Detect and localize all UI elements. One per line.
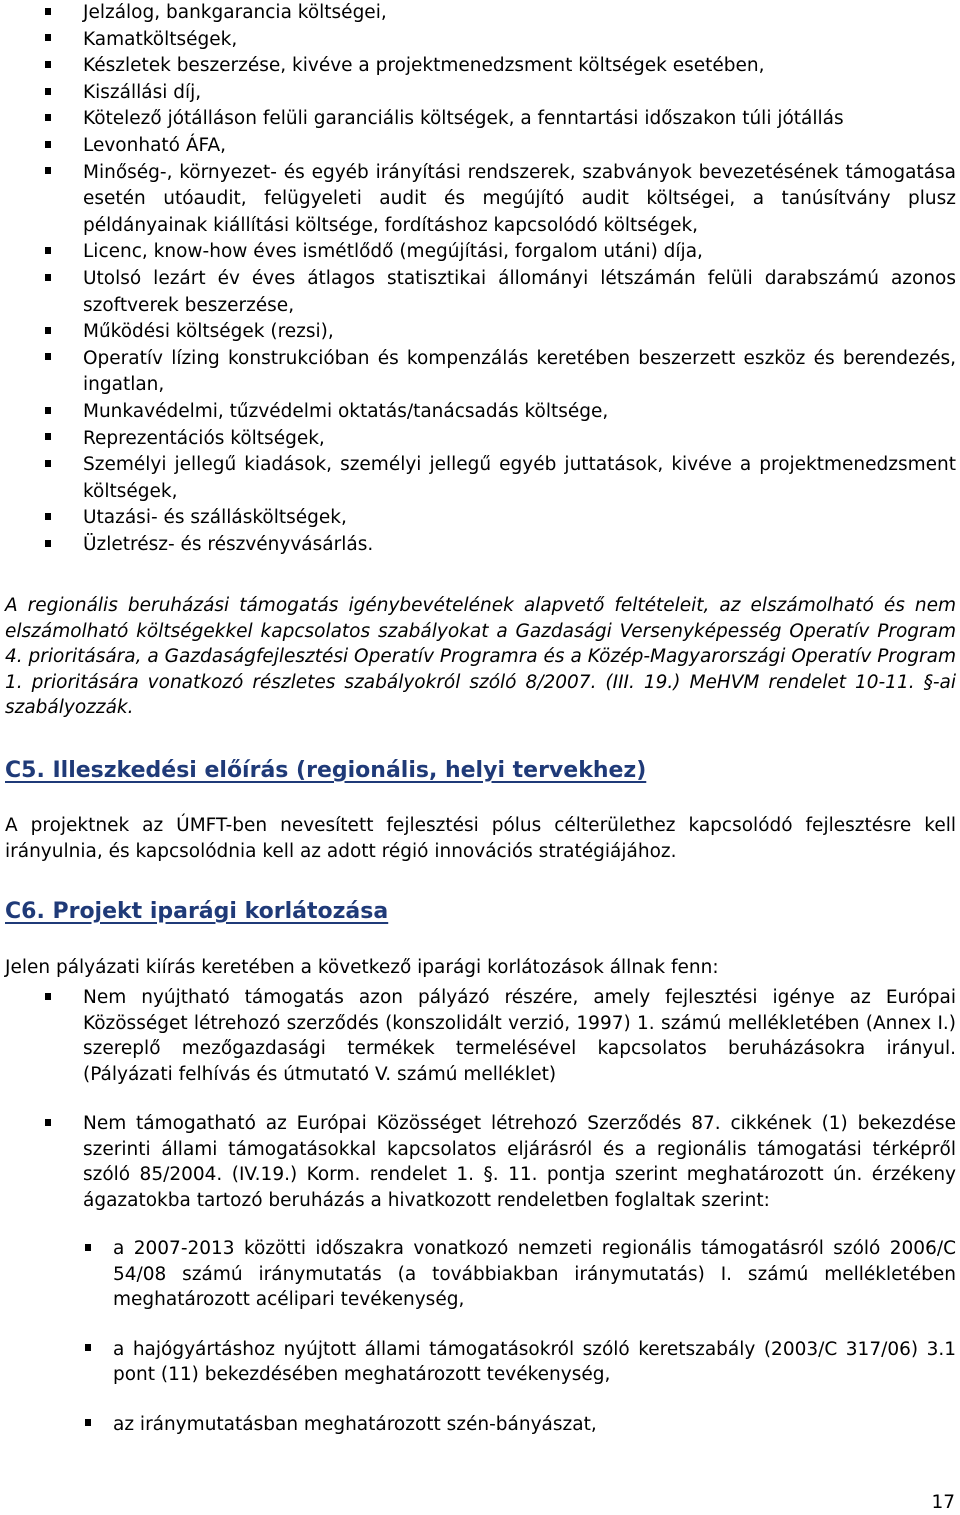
section-c5-heading: C5. Illeszkedési előírás (regionális, helyi tervekhez) xyxy=(5,758,647,783)
square-bullet-icon xyxy=(45,141,51,148)
list-item: Operatív lízing konstrukcióban és kompenzálás keretében beszerzett eszköz és berendezés, ingatlan, xyxy=(5,346,956,399)
page-number: 17 xyxy=(931,1492,955,1513)
square-bullet-icon xyxy=(45,274,51,281)
square-bullet-icon xyxy=(85,1244,91,1251)
list-item: Jelzálog, bankgarancia költségei, xyxy=(5,0,956,27)
section-c6-intro: Jelen pályázati kiírás keretében a következő iparági korlátozások állnak fenn: xyxy=(5,957,719,978)
excluded-costs-list xyxy=(5,0,956,558)
section-c5-text: A projektnek az ÚMFT-ben nevesített fejlesztési pólus célterülethez kapcsolódó fejlesztésre kell irányulnia, és kapcsolódnia kell az adott régió innovációs stratégiájához. xyxy=(5,815,956,862)
list-item: Kötelező jótálláson felüli garanciális költségek, a fenntartási időszakon túli jótállás xyxy=(5,106,956,133)
square-bullet-icon xyxy=(45,247,51,254)
list-item: Minőség-, környezet- és egyéb irányítási rendszerek, szabványok bevezetésének támogatása esetén utóaudit, felügyeleti audit és megújító audit költségei, a tanúsítvány plusz példányainak kiállítási költsége, fordításhoz kapcsolódó költségek, xyxy=(5,160,956,240)
square-bullet-icon xyxy=(45,8,51,15)
list-item: a 2007-2013 közötti időszakra vonatkozó nemzeti regionális támogatásról szóló 2006/C 54/08 számú iránymutatás (a továbbiakban iránymutatás) I. számú mellékletében meghatározott acélipari tevékenység, xyxy=(5,1236,956,1313)
list-item: Készletek beszerzése, kivéve a projektmenedzsment költségek esetében, xyxy=(5,53,956,80)
restriction-list xyxy=(5,985,956,1237)
list-item: Levonható ÁFA, xyxy=(5,133,956,160)
square-bullet-icon xyxy=(45,167,51,174)
square-bullet-icon xyxy=(45,114,51,121)
square-bullet-icon xyxy=(45,433,51,440)
list-item: Reprezentációs költségek, xyxy=(5,426,956,453)
square-bullet-icon xyxy=(45,353,51,360)
square-bullet-icon xyxy=(85,1419,91,1426)
square-bullet-icon xyxy=(45,327,51,334)
list-item: Kamatköltségek, xyxy=(5,27,956,54)
square-bullet-icon xyxy=(45,513,51,520)
square-bullet-icon xyxy=(45,407,51,414)
list-item: Utolsó lezárt év éves átlagos statisztikai állományi létszámán felüli darabszámú azonos szoftverek beszerzése, xyxy=(5,266,956,319)
square-bullet-icon xyxy=(85,1344,91,1351)
square-bullet-icon xyxy=(45,540,51,547)
square-bullet-icon xyxy=(45,88,51,95)
square-bullet-icon xyxy=(45,61,51,68)
square-bullet-icon xyxy=(45,993,51,1000)
square-bullet-icon xyxy=(45,1119,51,1126)
list-item: Nem támogatható az Európai Közösséget létrehozó Szerződés 87. cikkének (1) bekezdése szerinti állami támogatásokkal kapcsolatos eljárásról és a regionális támogatási térképről szóló 85/2004. (IV.19.) Korm. rendelet 1. §. 11. pontja szerint meghatározott ún. érzékeny ágazatokba tartozó beruházás a hivatkozott rendeletben foglaltak szerint: xyxy=(5,1111,956,1213)
regulation-paragraph: A regionális beruházási támogatás igénybevételének alapvető feltételeit, az elszámolható és nem elszámolható költségekkel kapcsolatos szabályokat a Gazdasági Versenyképesség Operatív Program 4. prioritására, a Gazdaságfejlesztési Operatív Programra és a Közép-Magyarországi Operatív Program 1. prioritására vonatkozó részletes szabályokról szóló 8/2007. (III. 19.) MeHVM rendelet 10-11. §-ai szabályozzák. xyxy=(5,595,956,718)
list-item: az iránymutatásban meghatározott szén-bányászat, xyxy=(5,1412,956,1438)
section-c6-heading: C6. Projekt iparági korlátozása xyxy=(5,899,389,924)
square-bullet-icon xyxy=(45,34,51,41)
list-item: Munkavédelmi, tűzvédelmi oktatás/tanácsadás költsége, xyxy=(5,399,956,426)
square-bullet-icon xyxy=(45,460,51,467)
list-item: Működési költségek (rezsi), xyxy=(5,319,956,346)
list-item: Licenc, know-how éves ismétlődő (megújítási, forgalom utáni) díja, xyxy=(5,239,956,266)
sensitive-sectors-list xyxy=(5,1236,956,1461)
list-item: Üzletrész- és részvényvásárlás. xyxy=(5,532,956,559)
list-item: Utazási- és szállásköltségek, xyxy=(5,505,956,532)
list-item: Nem nyújtható támogatás azon pályázó részére, amely fejlesztési igénye az Európai Közösséget létrehozó szerződés (konszolidált verzió, 1997) 1. számú mellékletében (Annex I.) szereplő mezőgazdasági termékek termelésével kapcsolatos beruházásokra irányul. (Pályázati felhívás és útmutató V. számú melléklet) xyxy=(5,985,956,1087)
list-item: Személyi jellegű kiadások, személyi jellegű egyéb juttatások, kivéve a projektmenedzsment költségek, xyxy=(5,452,956,505)
list-item: Kiszállási díj, xyxy=(5,80,956,107)
list-item: a hajógyártáshoz nyújtott állami támogatásokról szóló keretszabály (2003/C 317/06) 3.1 pont (11) bekezdésében meghatározott tevékenység, xyxy=(5,1337,956,1388)
